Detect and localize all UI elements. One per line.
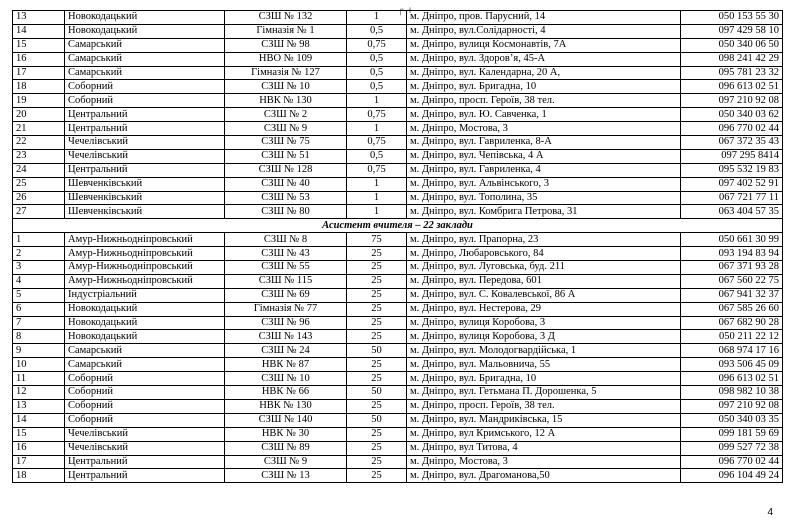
rate-cell: 0,75 — [347, 38, 407, 52]
rate-cell: 25 — [347, 261, 407, 275]
address-cell: м. Дніпро, вул. Бригадна, 10 — [407, 80, 681, 94]
address-cell: м. Дніпро, вул. Нестерова, 29 — [407, 302, 681, 316]
row-number: 27 — [13, 205, 65, 219]
table-row — [13, 11, 783, 25]
row-number: 6 — [13, 302, 65, 316]
school-cell: СЗШ № 140 — [225, 413, 347, 427]
school-cell: СЗШ № 53 — [225, 191, 347, 205]
row-number: 24 — [13, 163, 65, 177]
address-cell: м. Дніпро, вулиця Коробова, 3 Д — [407, 330, 681, 344]
district-cell: Новокодацький — [65, 316, 225, 330]
address-cell: м. Дніпро, вул. Чепівська, 4 А — [407, 149, 681, 163]
table-row — [13, 149, 783, 163]
row-number: 20 — [13, 108, 65, 122]
school-cell: СЗШ № 96 — [225, 316, 347, 330]
phone-cell: 093 506 45 09 — [681, 358, 783, 372]
phone-cell: 067 372 35 43 — [681, 136, 783, 150]
row-number: 14 — [13, 24, 65, 38]
school-cell: НВК № 30 — [225, 427, 347, 441]
district-cell: Чечелівський — [65, 441, 225, 455]
phone-cell: 096 613 02 51 — [681, 80, 783, 94]
table-row — [13, 302, 783, 316]
address-cell: м. Дніпро, вул. Луговська, буд. 211 — [407, 261, 681, 275]
table-row — [13, 274, 783, 288]
address-cell: м. Дніпро, вул. С. Ковалевської, 86 А — [407, 288, 681, 302]
rate-cell: 0,5 — [347, 80, 407, 94]
rate-cell: 1 — [347, 177, 407, 191]
rate-cell: 25 — [347, 302, 407, 316]
table-row — [13, 344, 783, 358]
rate-cell: 0,5 — [347, 149, 407, 163]
address-cell: м. Дніпро, вул. Гетьмана П. Дорошенка, 5 — [407, 386, 681, 400]
table-body-bottom — [13, 233, 783, 483]
rate-cell: 75 — [347, 233, 407, 247]
phone-cell: 097 429 58 10 — [681, 24, 783, 38]
phone-cell: 097 295 8414 — [681, 149, 783, 163]
address-cell: м. Дніпро, вул. Мальовнича, 55 — [407, 358, 681, 372]
district-cell: Центральний — [65, 455, 225, 469]
phone-cell: 067 371 93 28 — [681, 261, 783, 275]
district-cell: Соборний — [65, 399, 225, 413]
district-cell: Соборний — [65, 413, 225, 427]
table-row — [13, 122, 783, 136]
phone-cell: 099 181 59 69 — [681, 427, 783, 441]
school-cell: СЗШ № 75 — [225, 136, 347, 150]
address-cell: м. Дніпро, вул.Солідарності, 4 — [407, 24, 681, 38]
address-cell: м. Дніпро, вул. Ю. Савченка, 1 — [407, 108, 681, 122]
row-number: 19 — [13, 94, 65, 108]
phone-cell: 099 527 72 38 — [681, 441, 783, 455]
table-body-top — [13, 11, 783, 219]
district-cell: Самарський — [65, 358, 225, 372]
address-cell: м. Дніпро, вул. Бригадна, 10 — [407, 372, 681, 386]
table-row — [13, 413, 783, 427]
school-cell: СЗШ № 55 — [225, 261, 347, 275]
phone-cell: 050 211 22 12 — [681, 330, 783, 344]
school-cell: СЗШ № 80 — [225, 205, 347, 219]
phone-cell: 067 721 77 11 — [681, 191, 783, 205]
address-cell: м. Дніпро, просп. Героїв, 38 тел. — [407, 399, 681, 413]
row-number: 16 — [13, 441, 65, 455]
row-number: 5 — [13, 288, 65, 302]
phone-cell: 050 340 03 35 — [681, 413, 783, 427]
school-cell: СЗШ № 13 — [225, 469, 347, 483]
rate-cell: 25 — [347, 358, 407, 372]
address-cell: м. Дніпро, вул Титова, 4 — [407, 441, 681, 455]
rate-cell: 0,5 — [347, 24, 407, 38]
address-cell: м. Дніпро, вул. Комбрига Петрова, 31 — [407, 205, 681, 219]
table-row — [13, 372, 783, 386]
phone-cell: 097 210 92 08 — [681, 94, 783, 108]
school-cell: СЗШ № 98 — [225, 38, 347, 52]
table-row — [13, 399, 783, 413]
phone-cell: 068 974 17 16 — [681, 344, 783, 358]
rate-cell: 25 — [347, 316, 407, 330]
row-number: 1 — [13, 233, 65, 247]
address-cell: м. Дніпро, вул. Молодогвардійська, 1 — [407, 344, 681, 358]
row-number: 2 — [13, 247, 65, 261]
phone-cell: 098 982 10 38 — [681, 386, 783, 400]
rate-cell: 1 — [347, 205, 407, 219]
school-cell: СЗШ № 40 — [225, 177, 347, 191]
address-cell: м. Дніпро, вул. Тополина, 35 — [407, 191, 681, 205]
table-row — [13, 205, 783, 219]
table-row — [13, 94, 783, 108]
table-row — [13, 163, 783, 177]
school-cell: СЗШ № 128 — [225, 163, 347, 177]
district-cell: Шевченківський — [65, 205, 225, 219]
district-cell: Амур-Нижньодніпровський — [65, 247, 225, 261]
school-cell: Гімназія № 127 — [225, 66, 347, 80]
row-number: 22 — [13, 136, 65, 150]
table-row — [13, 386, 783, 400]
district-cell: Чечелівський — [65, 136, 225, 150]
table-row — [13, 441, 783, 455]
school-cell: НВК № 130 — [225, 94, 347, 108]
rate-cell: 25 — [347, 399, 407, 413]
district-cell: Соборний — [65, 94, 225, 108]
district-cell: Самарський — [65, 52, 225, 66]
address-cell: м. Дніпро, вул. Драгоманова,50 — [407, 469, 681, 483]
district-cell: Амур-Нижньодніпровський — [65, 261, 225, 275]
school-cell: СЗШ № 9 — [225, 455, 347, 469]
rate-cell: 25 — [347, 330, 407, 344]
rate-cell: 0,75 — [347, 136, 407, 150]
district-cell: Новокодацький — [65, 24, 225, 38]
rate-cell: 1 — [347, 11, 407, 25]
phone-cell: 067 682 90 28 — [681, 316, 783, 330]
section-header — [13, 219, 783, 233]
row-number: 17 — [13, 66, 65, 80]
district-cell: Чечелівський — [65, 149, 225, 163]
phone-cell: 095 781 23 32 — [681, 66, 783, 80]
table-row — [13, 261, 783, 275]
school-cell: Гімназія № 1 — [225, 24, 347, 38]
school-cell: СЗШ № 51 — [225, 149, 347, 163]
district-cell: Соборний — [65, 386, 225, 400]
rate-cell: 0,75 — [347, 163, 407, 177]
school-cell: СЗШ № 143 — [225, 330, 347, 344]
school-cell: Гімназія № 77 — [225, 302, 347, 316]
school-cell: СЗШ № 43 — [225, 247, 347, 261]
phone-cell: 095 532 19 83 — [681, 163, 783, 177]
row-number: 17 — [13, 455, 65, 469]
rate-cell: 0,75 — [347, 108, 407, 122]
table-move-handle[interactable]: ╒ + — [398, 6, 414, 16]
row-number: 25 — [13, 177, 65, 191]
school-cell: НВК № 87 — [225, 358, 347, 372]
rate-cell: 25 — [347, 247, 407, 261]
table-row — [13, 233, 783, 247]
rate-cell: 0,5 — [347, 66, 407, 80]
row-number: 23 — [13, 149, 65, 163]
row-number: 11 — [13, 372, 65, 386]
phone-cell: 063 404 57 35 — [681, 205, 783, 219]
address-cell: м. Дніпро, вул. Календарна, 20 А, — [407, 66, 681, 80]
row-number: 16 — [13, 52, 65, 66]
district-cell: Соборний — [65, 80, 225, 94]
phone-cell: 050 340 03 62 — [681, 108, 783, 122]
school-cell: СЗШ № 8 — [225, 233, 347, 247]
table-row — [13, 136, 783, 150]
rate-cell: 1 — [347, 122, 407, 136]
address-cell: м. Дніпро, просп. Героїв, 38 тел. — [407, 94, 681, 108]
section-title: Асистент вчителя – 22 заклади — [13, 219, 783, 233]
district-cell: Центральний — [65, 122, 225, 136]
rate-cell: 25 — [347, 274, 407, 288]
rate-cell: 0,5 — [347, 52, 407, 66]
rate-cell: 50 — [347, 386, 407, 400]
school-cell: СЗШ № 69 — [225, 288, 347, 302]
document-page — [12, 10, 782, 483]
schools-table — [12, 10, 783, 483]
district-cell: Амур-Нижньодніпровський — [65, 274, 225, 288]
table-row — [13, 191, 783, 205]
section-row — [13, 219, 783, 233]
district-cell: Новокодацький — [65, 330, 225, 344]
district-cell: Новокодацький — [65, 11, 225, 25]
district-cell: Самарський — [65, 344, 225, 358]
row-number: 18 — [13, 469, 65, 483]
row-number: 12 — [13, 386, 65, 400]
rate-cell: 50 — [347, 413, 407, 427]
row-number: 14 — [13, 413, 65, 427]
school-cell: СЗШ № 10 — [225, 372, 347, 386]
row-number: 9 — [13, 344, 65, 358]
school-cell: СЗШ № 10 — [225, 80, 347, 94]
rate-cell: 1 — [347, 191, 407, 205]
school-cell: СЗШ № 132 — [225, 11, 347, 25]
row-number: 10 — [13, 358, 65, 372]
district-cell: Новокодацький — [65, 302, 225, 316]
address-cell: м. Дніпро, Мостова, 3 — [407, 122, 681, 136]
table-row — [13, 38, 783, 52]
address-cell: м. Дніпро, вул Кримського, 12 А — [407, 427, 681, 441]
rate-cell: 25 — [347, 455, 407, 469]
district-cell: Центральний — [65, 108, 225, 122]
district-cell: Шевченківський — [65, 191, 225, 205]
table-row — [13, 469, 783, 483]
phone-cell: 097 210 92 08 — [681, 399, 783, 413]
address-cell: м. Дніпро, вул. Гавриленка, 4 — [407, 163, 681, 177]
row-number: 15 — [13, 427, 65, 441]
phone-cell: 050 153 55 30 — [681, 11, 783, 25]
row-number: 4 — [13, 274, 65, 288]
district-cell: Центральний — [65, 163, 225, 177]
phone-cell: 093 194 83 94 — [681, 247, 783, 261]
address-cell: м. Дніпро, вул. Гавриленка, 8-А — [407, 136, 681, 150]
district-cell: Самарський — [65, 38, 225, 52]
phone-cell: 050 661 30 99 — [681, 233, 783, 247]
row-number: 21 — [13, 122, 65, 136]
district-cell: Самарський — [65, 66, 225, 80]
row-number: 13 — [13, 11, 65, 25]
address-cell: м. Дніпро, вул. Здоров’я, 45-А — [407, 52, 681, 66]
phone-cell: 096 613 02 51 — [681, 372, 783, 386]
table-row — [13, 177, 783, 191]
row-number: 26 — [13, 191, 65, 205]
district-cell: Соборний — [65, 372, 225, 386]
row-number: 8 — [13, 330, 65, 344]
address-cell: м. Дніпро, Мостова, 3 — [407, 455, 681, 469]
row-number: 18 — [13, 80, 65, 94]
phone-cell: 050 340 06 50 — [681, 38, 783, 52]
phone-cell: 096 770 02 44 — [681, 122, 783, 136]
table-row — [13, 358, 783, 372]
address-cell: м. Дніпро, Любаровського, 84 — [407, 247, 681, 261]
table-row — [13, 80, 783, 94]
table-row — [13, 427, 783, 441]
table-row — [13, 330, 783, 344]
district-cell: Шевченківський — [65, 177, 225, 191]
row-number: 7 — [13, 316, 65, 330]
rate-cell: 25 — [347, 441, 407, 455]
phone-cell: 096 770 02 44 — [681, 455, 783, 469]
address-cell: м. Дніпро, вул. Альвінського, 3 — [407, 177, 681, 191]
district-cell: Індустріальний — [65, 288, 225, 302]
school-cell: СЗШ № 24 — [225, 344, 347, 358]
table-row — [13, 247, 783, 261]
rate-cell: 25 — [347, 469, 407, 483]
address-cell: м. Дніпро, вул. Прапорна, 23 — [407, 233, 681, 247]
table-row — [13, 52, 783, 66]
page-number: 4 — [767, 507, 773, 518]
district-cell: Амур-Нижньодніпровський — [65, 233, 225, 247]
school-cell: СЗШ № 115 — [225, 274, 347, 288]
row-number: 3 — [13, 261, 65, 275]
rate-cell: 25 — [347, 427, 407, 441]
address-cell: м. Дніпро, вул. Передова, 601 — [407, 274, 681, 288]
address-cell: м. Дніпро, вул. Мандриківська, 15 — [407, 413, 681, 427]
school-cell: СЗШ № 2 — [225, 108, 347, 122]
address-cell: м. Дніпро, вулиця Космонавтів, 7А — [407, 38, 681, 52]
school-cell: НВК № 66 — [225, 386, 347, 400]
table-row — [13, 288, 783, 302]
address-cell: м. Дніпро, вулиця Коробова, 3 — [407, 316, 681, 330]
table-row — [13, 24, 783, 38]
phone-cell: 067 941 32 37 — [681, 288, 783, 302]
table-row — [13, 316, 783, 330]
row-number: 13 — [13, 399, 65, 413]
phone-cell: 097 402 52 91 — [681, 177, 783, 191]
district-cell: Центральний — [65, 469, 225, 483]
phone-cell: 098 241 42 29 — [681, 52, 783, 66]
address-cell: м. Дніпро, пров. Парусний, 14 — [407, 11, 681, 25]
rate-cell: 1 — [347, 94, 407, 108]
table-row — [13, 108, 783, 122]
table-row — [13, 455, 783, 469]
school-cell: НВК № 130 — [225, 399, 347, 413]
rate-cell: 50 — [347, 344, 407, 358]
district-cell: Чечелівський — [65, 427, 225, 441]
row-number: 15 — [13, 38, 65, 52]
phone-cell: 067 585 26 60 — [681, 302, 783, 316]
school-cell: СЗШ № 9 — [225, 122, 347, 136]
rate-cell: 25 — [347, 372, 407, 386]
rate-cell: 25 — [347, 288, 407, 302]
phone-cell: 096 104 49 24 — [681, 469, 783, 483]
table-row — [13, 66, 783, 80]
phone-cell: 067 560 22 75 — [681, 274, 783, 288]
school-cell: НВО № 109 — [225, 52, 347, 66]
school-cell: СЗШ № 89 — [225, 441, 347, 455]
